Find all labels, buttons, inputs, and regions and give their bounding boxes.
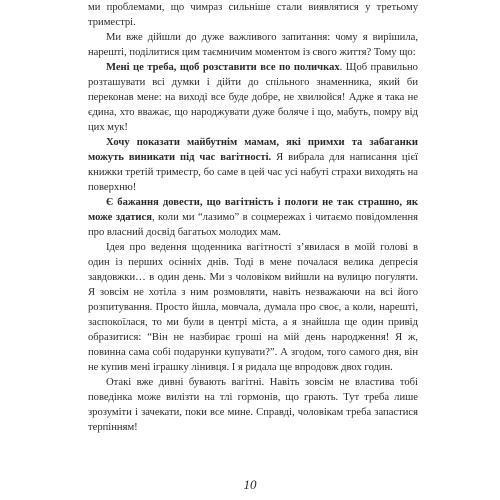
text-run: Ми вже дійшли до дуже важливого запитання: чому я вирішила, нарешті, поділитися цим таємничим моментом із свого життя? Тому що: bbox=[88, 32, 418, 58]
paragraph bbox=[88, 0, 418, 30]
paragraph bbox=[88, 195, 418, 240]
bold-text-run: Мені це треба, щоб розставити все по поличках bbox=[106, 62, 340, 73]
bold-text-run: Є бажання довести, що вагітність і пологи не так страшно, як може здатися bbox=[88, 197, 418, 223]
text-run: Отакі вже дивні бувають вагітні. Навіть зовсім не властива тобі поведінка може вилізти на тлі гормонів, що грають. Тут треба лише зрозуміти і зачекати, поки все мине. Справді, чоловікам треба запастися терпінням! bbox=[88, 377, 418, 433]
paragraph bbox=[88, 240, 418, 375]
page-number: 10 bbox=[243, 477, 257, 492]
paragraph bbox=[88, 135, 418, 195]
paragraph bbox=[88, 375, 418, 435]
text-run: ми проблемами, що чимраз сильніше стали виявлятися у третьому триместрі. bbox=[88, 2, 418, 28]
paragraph bbox=[88, 60, 418, 135]
bold-text-run: Хочу показати майбутнім мамам, які примхи та забаганки можуть виникати під час вагітності. bbox=[88, 137, 418, 163]
body-text bbox=[88, 0, 418, 435]
text-run: . Щоб правильно розташувати всі думки і дійти до спільного знаменника, який би переконав мене: на виході все буде добре, не хвилюйся! Адже я така не єдина, хто вважає, що народжувати дуже боляче і що, мабуть, помру від цих мук! bbox=[88, 62, 418, 133]
text-run: Ідея про ведення щоденника вагітності з’явилася в моїй голові в один із перших осінніх днів. Тоді в мене почалася велика депресія завдовжки… в один день. Ми з чоловіком вийшли на вулицю погуляти. Я зовсім не хотіла з ним розмовляти, навіть незважаючи на всі його розпитування. Просто йшла, мовчала, думала про своє, а коли, нарешті, заспокоїлася, то ми були в центрі міста, а я знайшла ще один привід образитися: “Він не назбирає гроші на мій день народження! Я ж, повинна сама собі подарунки купувати?”. А згодом, того самого дня, він не купив мені іграшку лінивця. І я ридала ще впродовж двох годин. bbox=[88, 242, 418, 373]
text-run: , коли ми “лазимо” в соцмережах і читаємо повідомлення про власний досвід багатьох молодих мам. bbox=[88, 212, 418, 238]
paragraph bbox=[88, 30, 418, 60]
text-run: Я вибрала для написання цієї книжки третій триместр, бо саме в цей час усі набуті страхи виходять на поверхню! bbox=[88, 152, 418, 193]
